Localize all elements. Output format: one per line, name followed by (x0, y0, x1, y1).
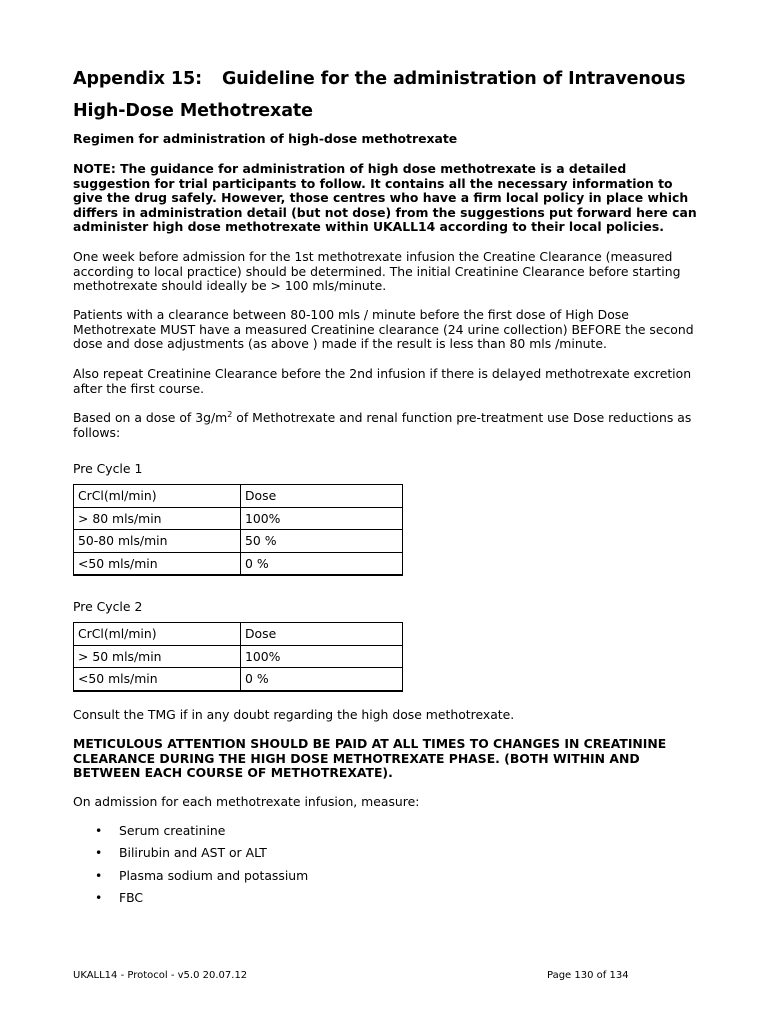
consult-note: Consult the TMG if in any doubt regarding the high dose methotrexate. (73, 707, 515, 722)
appendix-title-line2: High-Dose Methotrexate (73, 101, 313, 121)
table-cell: 100% (241, 645, 403, 668)
table1-caption: Pre Cycle 1 (73, 461, 143, 476)
list-item-text: Serum creatinine (119, 823, 226, 838)
list-item (73, 845, 308, 867)
paragraph-dose-basis (73, 411, 703, 440)
table-header-row (74, 623, 403, 646)
table-row (74, 530, 403, 553)
dose-basis-superscript: 2 (227, 409, 233, 419)
table-cell: > 80 mls/min (74, 507, 241, 530)
table-header-cell: CrCl(ml/min) (74, 485, 241, 508)
paragraph-repeat-clearance: Also repeat Creatinine Clearance before the 2nd infusion if there is delayed methotrexate excretion after the first course. (73, 366, 692, 396)
table-cell: 0 % (241, 668, 403, 691)
table-header-cell: CrCl(ml/min) (74, 623, 241, 646)
table-header-row (74, 485, 403, 508)
bullet-icon: • (95, 867, 103, 883)
table-cell: <50 mls/min (74, 668, 241, 691)
measurement-list (73, 823, 308, 913)
list-item (73, 823, 308, 845)
list-item-text: Bilirubin and AST or ALT (119, 845, 267, 861)
pre-cycle-1-table (73, 484, 403, 576)
list-item (73, 890, 308, 912)
warning-paragraph: METICULOUS ATTENTION SHOULD BE PAID AT ALL TIMES TO CHANGES IN CREATININE CLEARANCE DURING THE HIGH DOSE METHOTREXATE PHASE. (BOTH WITHIN AND BETWEEN EACH COURSE OF METHOTREXATE). (73, 736, 667, 781)
paragraph-creatinine-clearance: One week before admission for the 1st methotrexate infusion the Creatine Clearance (measured according to local practice) should be determined. The initial Creatinine Clearance before starting methotrexate should ideally be > 100 mls/minute. (73, 249, 681, 294)
dose-basis-text-start: Based on a dose of 3g/m (73, 410, 228, 425)
subheading: Regimen for administration of high-dose methotrexate (73, 131, 458, 146)
table2-caption: Pre Cycle 2 (73, 599, 143, 614)
table-cell: 50 % (241, 530, 403, 553)
table-cell: 50-80 mls/min (74, 530, 241, 553)
list-item-text: FBC (119, 890, 144, 906)
table-cell: 100% (241, 507, 403, 530)
appendix-label: Appendix 15: (73, 69, 202, 89)
table-cell: > 50 mls/min (74, 645, 241, 668)
table-row (74, 507, 403, 530)
admission-intro: On admission for each methotrexate infusion, measure: (73, 794, 420, 809)
footer-page-number: Page 130 of 134 (547, 970, 629, 981)
paragraph-clearance-threshold: Patients with a clearance between 80-100 mls / minute before the first dose of High Dose Methotrexate MUST have a measured Creatinine clearance (24 urine collection) BEFORE the second dose and dose adjustments (as above ) made if the result is less than 80 mls /minute. (73, 307, 694, 352)
table-cell: <50 mls/min (74, 552, 241, 575)
table-header-cell: Dose (241, 623, 403, 646)
note-paragraph: NOTE: The guidance for administration of high dose methotrexate is a detailed suggestion for trial participants to follow. It contains all the necessary information to give the drug safely. However, those centres who have a firm local policy in place which differs in administration detail (but not dose) from the suggestions put forward here can administer high dose methotrexate within UKALL14 according to their local policies. (73, 161, 697, 235)
footer-protocol: UKALL14 - Protocol - v5.0 20.07.12 (73, 970, 248, 981)
list-item (73, 868, 308, 890)
table-row (74, 645, 403, 668)
table-row (74, 552, 403, 575)
pre-cycle-2-table (73, 622, 403, 692)
bullet-icon: • (95, 823, 103, 838)
bullet-icon: • (95, 845, 103, 861)
appendix-title (73, 69, 685, 89)
appendix-title-text: Guideline for the administration of Intravenous (221, 69, 686, 89)
table-row (74, 668, 403, 691)
table-cell: 0 % (241, 552, 403, 575)
bullet-icon: • (95, 890, 103, 906)
list-item-text: Plasma sodium and potassium (119, 867, 309, 883)
table-header-cell: Dose (241, 485, 403, 508)
dose-basis-text-end: of Methotrexate and renal function pre-treatment use Dose reductions as follows: (73, 410, 692, 440)
